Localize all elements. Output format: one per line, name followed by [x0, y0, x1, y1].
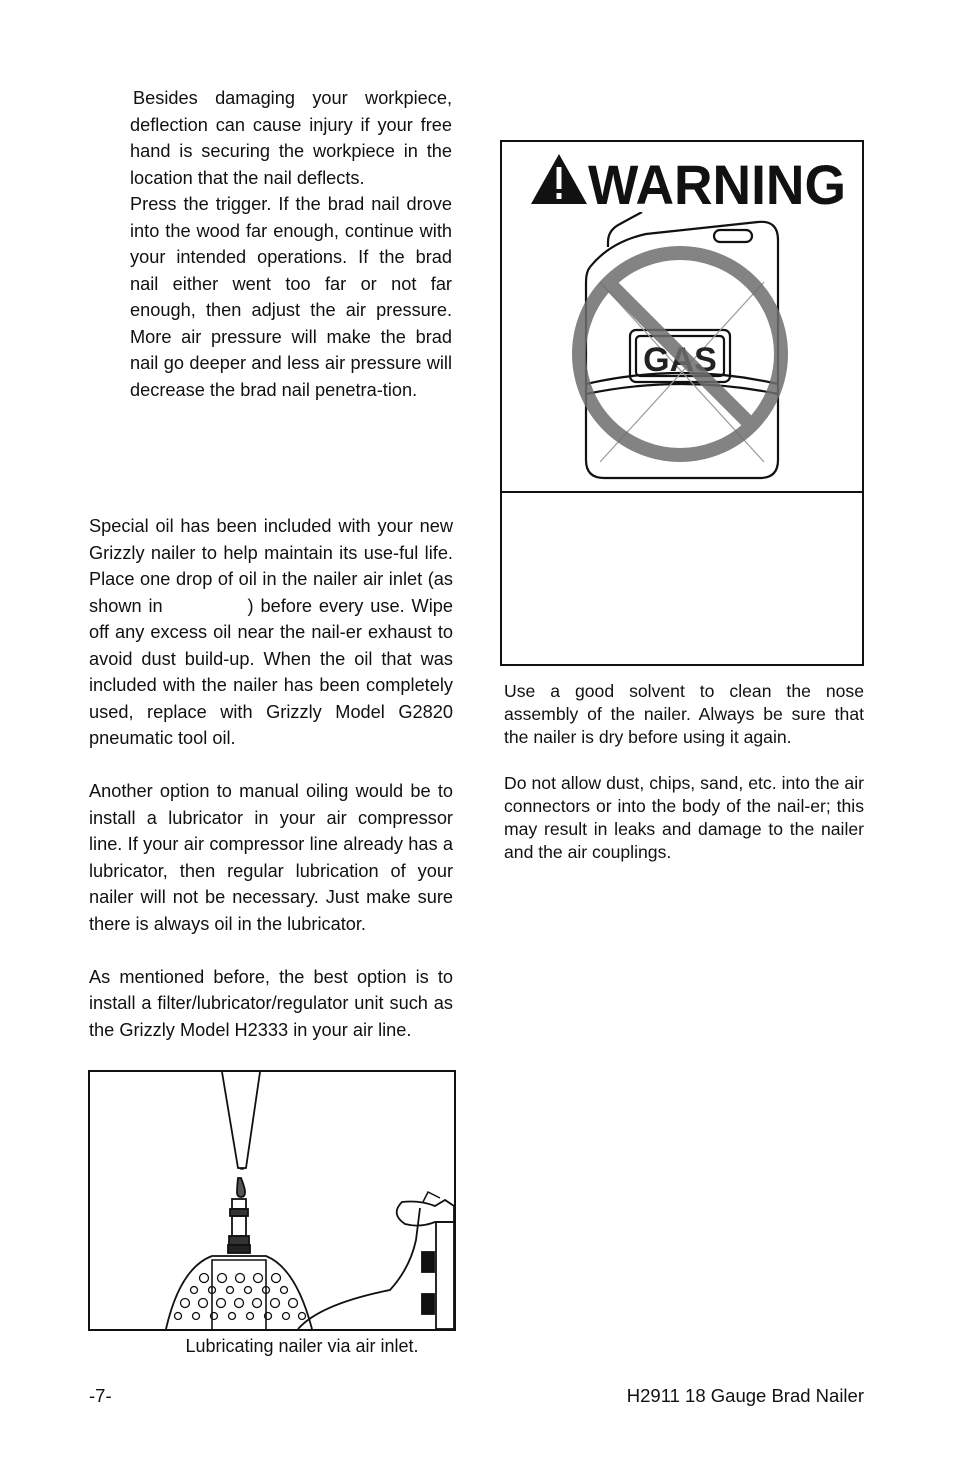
- cleaning-section: [504, 680, 864, 887]
- oil-paragraph-part1: Special oil has been included with your new Grizzly nailer to help maintain its use-ful life. Place one drop of oil in the nailer air inlet (as shown in: [89, 516, 453, 616]
- manual-title: H2911 18 Gauge Brad Nailer: [626, 1385, 864, 1406]
- gas-can-label: GAS: [643, 341, 717, 379]
- air-inlet-fitting-icon: [228, 1199, 250, 1253]
- warning-signal-word: WARNING: [588, 153, 846, 212]
- test-fire-instructions: [130, 85, 452, 403]
- deflection-warning-text: Besides damaging your workpiece, deflection can cause injury if your free hand is securing the workpiece in the location that the nail deflects.: [130, 88, 452, 188]
- no-gasoline-icon: [568, 212, 794, 484]
- page-number: -7-: [89, 1385, 112, 1406]
- figure-caption: Lubricating nailer via air inlet.: [185, 1336, 419, 1356]
- oiling-illustration: [90, 1072, 454, 1329]
- lubrication-section: [89, 513, 453, 1070]
- solvent-paragraph: Use a good solvent to clean the nose assembly of the nailer. Always be sure that the nailer is dry before using it again.: [504, 681, 864, 747]
- exhaust-holes: [175, 1274, 306, 1320]
- oil-drop-icon: [237, 1178, 245, 1197]
- warning-header: [528, 150, 848, 212]
- filter-unit-paragraph: As mentioned before, the best option is to install a filter/lubricator/regulator unit such as the Grizzly Model H2333 in your air line.: [89, 966, 453, 1040]
- oil-paragraph-part2: ) before every use. Wipe off any excess oil near the nail-er exhaust to avoid dust build-up. When the oil that was included with the nailer has been completely used, replace with Grizzly Model G2820 pneumatic tool oil.: [89, 595, 453, 748]
- warning-safety-label: [500, 140, 864, 666]
- dust-paragraph: Do not allow dust, chips, sand, etc. into the air connectors or into the body of the nail-er; this may result in leaks and damage to the nailer and the air couplings.: [504, 773, 864, 862]
- trigger-adjustment-text: Press the trigger. If the brad nail drove into the wood far enough, continue with your intended operations. If the brad nail either went too far or not far enough, then adjust the air pressure. More air pressure will make the brad nail go deeper and less air pressure will decrease the brad nail penetra-tion.: [130, 194, 452, 400]
- lubricator-paragraph: Another option to manual oiling would be to install a lubricator in your air compressor line. If your air compressor line already has a lubricator, then regular lubrication of your nailer will not be necessary. Just make sure there is always oil in the lubricator.: [89, 781, 453, 934]
- nailer-body-outline: [298, 1208, 420, 1329]
- oil-paragraph: [89, 513, 453, 752]
- warning-triangle-icon: [531, 154, 587, 204]
- warning-divider: [502, 491, 862, 493]
- lubrication-figure: [88, 1070, 456, 1331]
- prohibition-icon: [579, 253, 781, 455]
- oil-bottle-nozzle-icon: [222, 1072, 260, 1168]
- nailer-grip-outline: [166, 1256, 312, 1329]
